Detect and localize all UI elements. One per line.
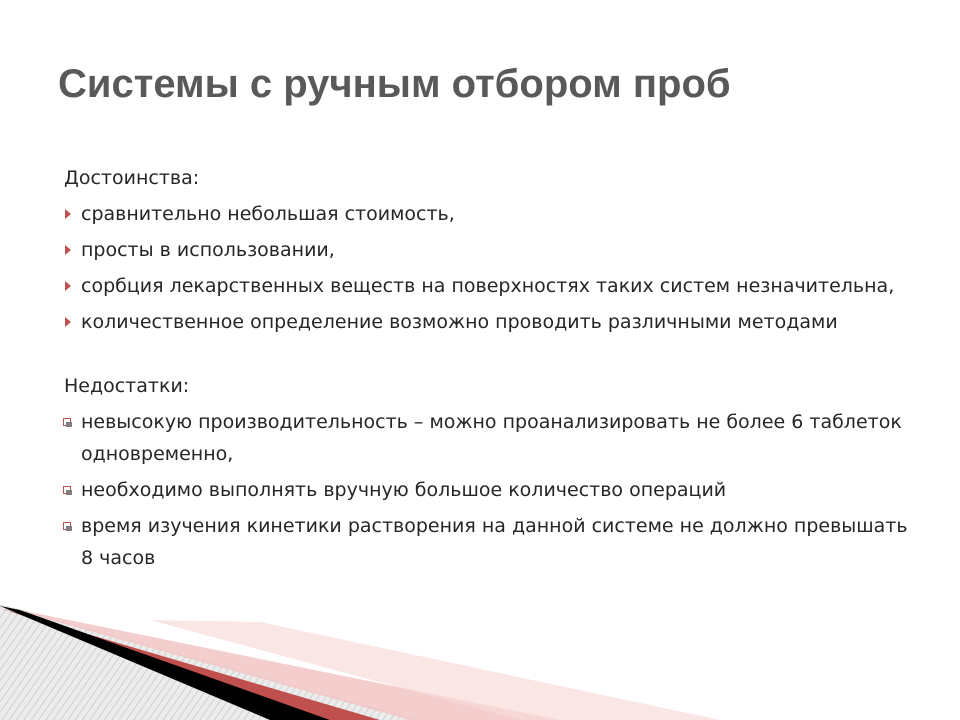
advantages-heading: Достоинства: (64, 167, 200, 189)
advantage-item (64, 234, 924, 266)
disadvantages-heading: Недостатки: (64, 375, 190, 397)
slide-title: Системы с ручным отбором проб (58, 62, 731, 106)
disadvantage-text: время изучения кинетики растворения на данной системе не должно превышать 8 часов (81, 515, 908, 569)
triangle-bullet-icon (65, 317, 71, 327)
square-bullet-icon (63, 418, 71, 426)
disadvantage-text: невысокую производительность – можно проанализировать не более 6 таблеток одновременно, (81, 411, 902, 465)
square-bullet-icon (63, 522, 71, 530)
disadvantage-item (64, 474, 924, 506)
advantage-text: количественное определение возможно проводить различными методами (81, 311, 838, 333)
triangle-bullet-icon (65, 281, 71, 291)
advantage-item (64, 198, 924, 230)
disadvantage-item (64, 406, 924, 470)
disadvantage-text: необходимо выполнять вручную большое количество операций (81, 479, 727, 501)
advantage-item (64, 270, 924, 302)
advantage-text: сравнительно небольшая стоимость, (81, 203, 455, 225)
advantage-item (64, 306, 924, 338)
advantage-text: просты в использовании, (81, 239, 335, 261)
advantage-text: сорбция лекарственных веществ на поверхностях таких систем незначительна, (81, 275, 895, 297)
disadvantage-item (64, 510, 924, 574)
triangle-bullet-icon (65, 209, 71, 219)
square-bullet-icon (63, 486, 71, 494)
triangle-bullet-icon (65, 245, 71, 255)
slide-body (64, 162, 924, 578)
